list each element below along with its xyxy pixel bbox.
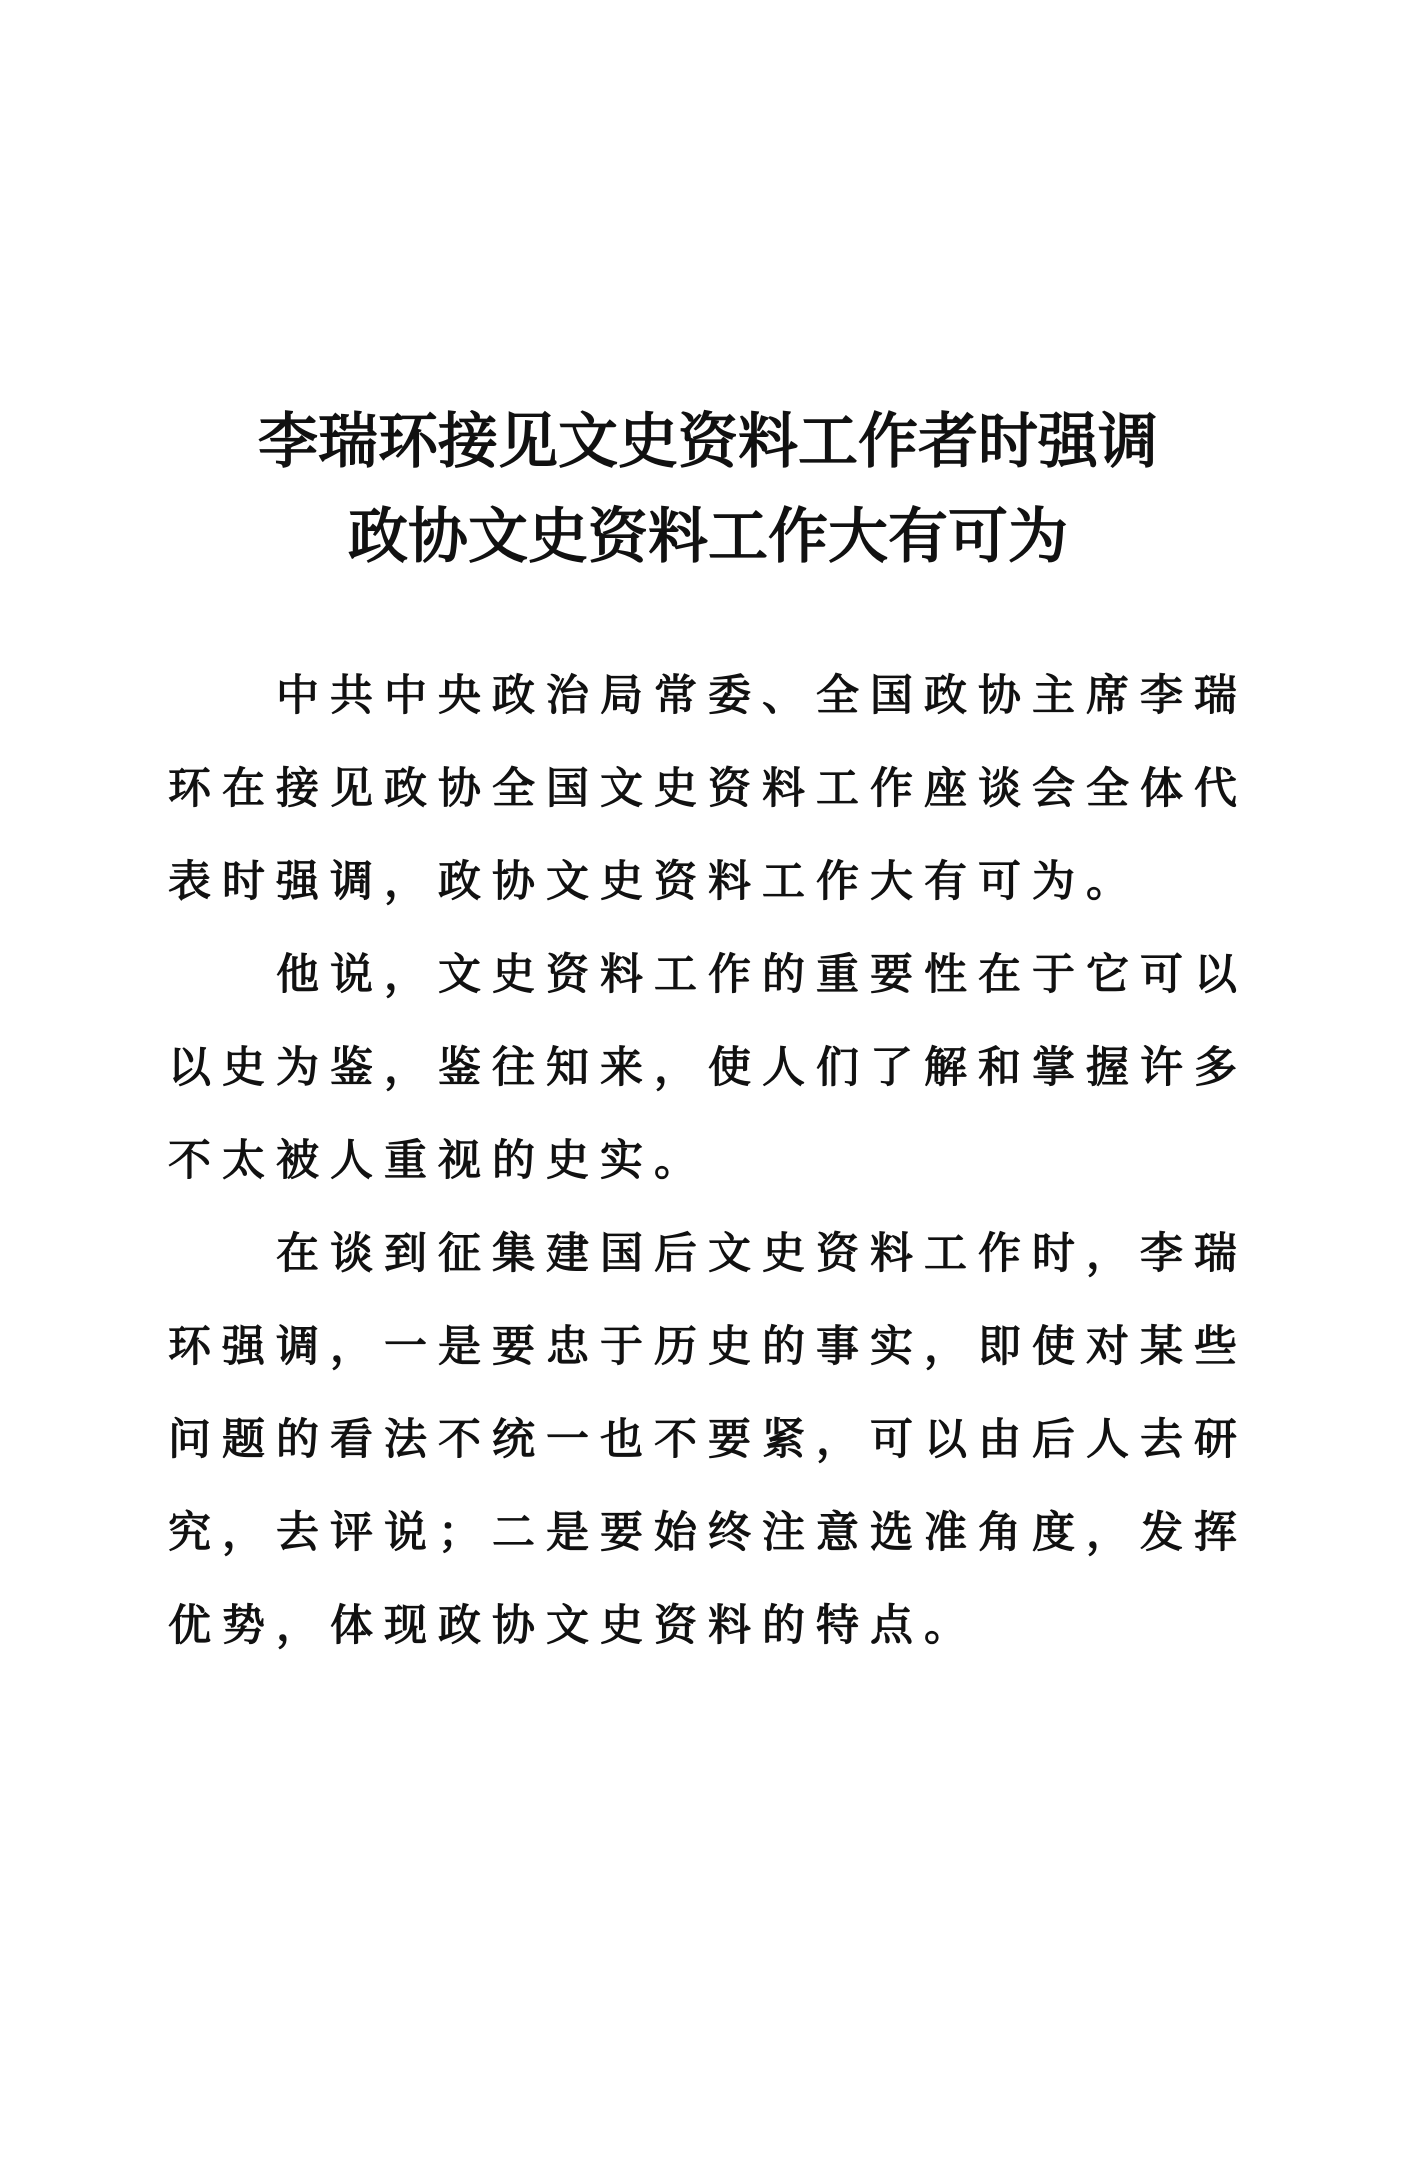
title-line-1: 李瑞环接见文史资料工作者时强调 [258, 407, 1158, 477]
paragraph-1: 中共中央政治局常委、全国政协主席李瑞环在接见政协全国文史资料工作座谈会全体代表时强调，政协文史资料工作大有可为。 [168, 671, 1248, 907]
paragraph-2: 他说，文史资料工作的重要性在于它可以以史为鉴，鉴往知来，使人们了解和掌握许多不太被人重视的史实。 [168, 950, 1248, 1186]
title-line-2: 政协文史资料工作大有可为 [348, 502, 1068, 572]
paragraph-3: 在谈到征集建国后文史资料工作时，李瑞环强调，一是要忠于历史的事实，即使对某些问题的看法不统一也不要紧，可以由后人去研究，去评说；二是要始终注意选准角度，发挥优势，体现政协文史资料的特点。 [168, 1229, 1248, 1651]
article-body [168, 650, 1248, 1673]
article-title [0, 395, 1416, 585]
